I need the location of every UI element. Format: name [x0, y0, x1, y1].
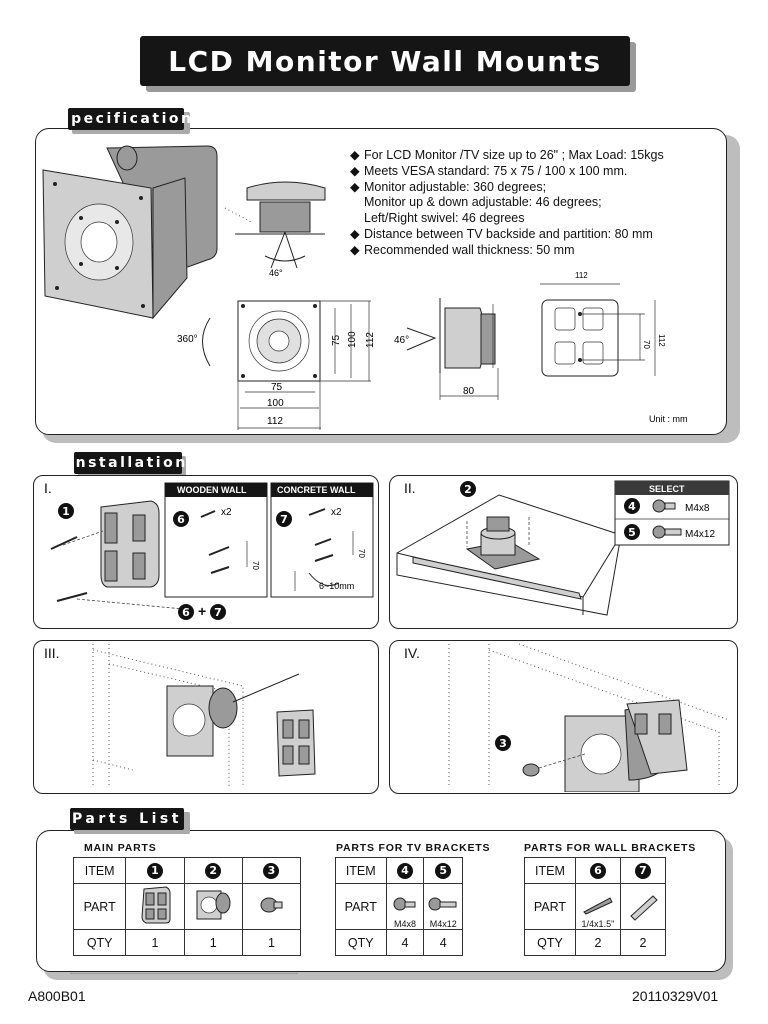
mount-assembly-image [43, 146, 217, 318]
main-parts-table [73, 857, 301, 956]
plate-dim-70: 70 [642, 340, 651, 349]
part-4-cell [386, 884, 424, 930]
wood-screw-icon [580, 892, 616, 916]
qty-1: 1 [126, 930, 184, 956]
step-2-drawing [389, 475, 736, 627]
doc-code: A800B01 [28, 988, 86, 1004]
part-5-label: M4x12 [429, 919, 457, 929]
concrete-wall-label: CONCRETE WALL [277, 485, 356, 495]
tv-parts-table [335, 857, 463, 956]
item-5-badge: 5 [435, 863, 451, 879]
row-label-item: ITEM [336, 858, 387, 884]
qty-2: 1 [184, 930, 242, 956]
wall-plate-view [540, 271, 666, 376]
front-dimension-view [177, 301, 376, 430]
callout-5: 5 [624, 524, 640, 540]
wall-anchor-icon [625, 888, 661, 922]
plate-dim-112-v: 112 [657, 334, 666, 347]
part-5-cell [424, 884, 463, 930]
part-3-image [242, 884, 300, 930]
tv-parts-title: PARTS FOR TV BRACKETS [336, 842, 491, 854]
callout-3: 3 [495, 735, 511, 751]
qty-3: 1 [242, 930, 300, 956]
row-label-qty: QTY [74, 930, 126, 956]
parts-section-tab: Parts List [70, 808, 184, 830]
qty-7: 2 [620, 930, 665, 956]
spec-item: Left/Right swivel: 46 degrees [364, 211, 525, 226]
spec-list [350, 148, 664, 259]
wooden-dim-70: 70 [251, 561, 260, 570]
part-7-cell [620, 884, 665, 930]
dim-100-h: 100 [267, 398, 284, 409]
plus-sign: + [198, 603, 207, 619]
main-parts-title: MAIN PARTS [84, 842, 157, 854]
row-label-qty: QTY [525, 930, 576, 956]
tilt-side-view [225, 182, 325, 278]
spec-item: ◆ Recommended wall thickness: 50 mm [350, 242, 575, 257]
row-label-item: ITEM [525, 858, 576, 884]
part-6-cell [575, 884, 620, 930]
step-3-label: III. [44, 645, 60, 661]
screw-m4x8-icon [390, 894, 420, 916]
qty-6: 2 [575, 930, 620, 956]
qty-4: 4 [386, 930, 424, 956]
callout-2: 2 [460, 481, 476, 497]
item-1-badge: 1 [147, 863, 163, 879]
wooden-qty: x2 [221, 507, 232, 518]
part-1-image [126, 884, 184, 930]
callout-1: 1 [58, 503, 74, 519]
dim-112-v: 112 [365, 332, 376, 348]
rotation-angle-label: 360° [177, 334, 198, 345]
qty-5: 4 [424, 930, 463, 956]
item-4-badge: 4 [397, 863, 413, 879]
step-1-label: I. [44, 480, 52, 496]
concrete-qty: x2 [331, 507, 342, 518]
concrete-dim-70: 70 [357, 549, 366, 558]
dim-75-v: 75 [331, 334, 342, 346]
screw-m4x12-icon [426, 894, 460, 916]
tilt-angle-label: 46° [269, 268, 283, 278]
wall-parts-title: PARTS FOR WALL BRACKETS [524, 842, 697, 854]
select-label: SELECT [649, 484, 685, 494]
row-label-part: PART [336, 884, 387, 930]
spec-item: ◆ Meets VESA standard: 75 x 75 / 100 x 100 mm. [350, 163, 628, 178]
unit-label: Unit : mm [649, 414, 688, 424]
item-3-badge: 3 [263, 863, 279, 879]
callout-4: 4 [624, 498, 640, 514]
part-6-label: 1/4x1.5" [581, 919, 615, 929]
dim-112-h: 112 [267, 416, 283, 427]
step-2-label: II. [404, 480, 416, 496]
part-4-label: M4x8 [393, 919, 416, 929]
callout-6: 6 [178, 604, 194, 620]
spec-item: ◆ Monitor adjustable: 360 degrees; [350, 179, 547, 194]
wooden-wall-label: WOODEN WALL [177, 485, 247, 495]
swivel-side-view [394, 298, 498, 400]
footer-rule [70, 973, 298, 974]
spec-item: ◆ Distance between TV backside and partition: 80 mm [350, 226, 653, 241]
spec-item: ◆ For LCD Monitor /TV size up to 26" ; Max Load: 15kgs [350, 148, 664, 162]
wall-parts-table [524, 857, 666, 956]
hole-depth-label: 6~10mm [319, 581, 355, 591]
step-3-drawing [33, 640, 377, 792]
dim-80: 80 [463, 386, 475, 397]
dim-75-h: 75 [271, 382, 283, 393]
callout-6: 6 [173, 511, 189, 527]
screw-5-label: M4x12 [685, 529, 716, 540]
spec-item: Monitor up & down adjustable: 46 degrees; [364, 195, 602, 210]
doc-version: 20110329V01 [632, 988, 719, 1004]
install-section-tab: installation [74, 452, 182, 474]
row-label-part: PART [74, 884, 126, 930]
row-label-part: PART [525, 884, 576, 930]
callout-7: 7 [210, 604, 226, 620]
item-6-badge: 6 [590, 863, 606, 879]
item-7-badge: 7 [635, 863, 651, 879]
callout-7: 7 [276, 511, 292, 527]
screw-4-label: M4x8 [685, 503, 710, 514]
plate-dim-112-h: 112 [575, 271, 588, 280]
step-4-label: IV. [404, 645, 420, 661]
row-label-item: ITEM [74, 858, 126, 884]
page-title: LCD Monitor Wall Mounts [140, 36, 630, 86]
row-label-qty: QTY [336, 930, 387, 956]
part-2-image [184, 884, 242, 930]
item-2-badge: 2 [205, 863, 221, 879]
step-4-drawing [389, 640, 736, 792]
swivel-angle-label: 46° [394, 335, 410, 346]
dim-100-v: 100 [347, 331, 358, 348]
spec-section-tab: Specification [68, 108, 184, 130]
